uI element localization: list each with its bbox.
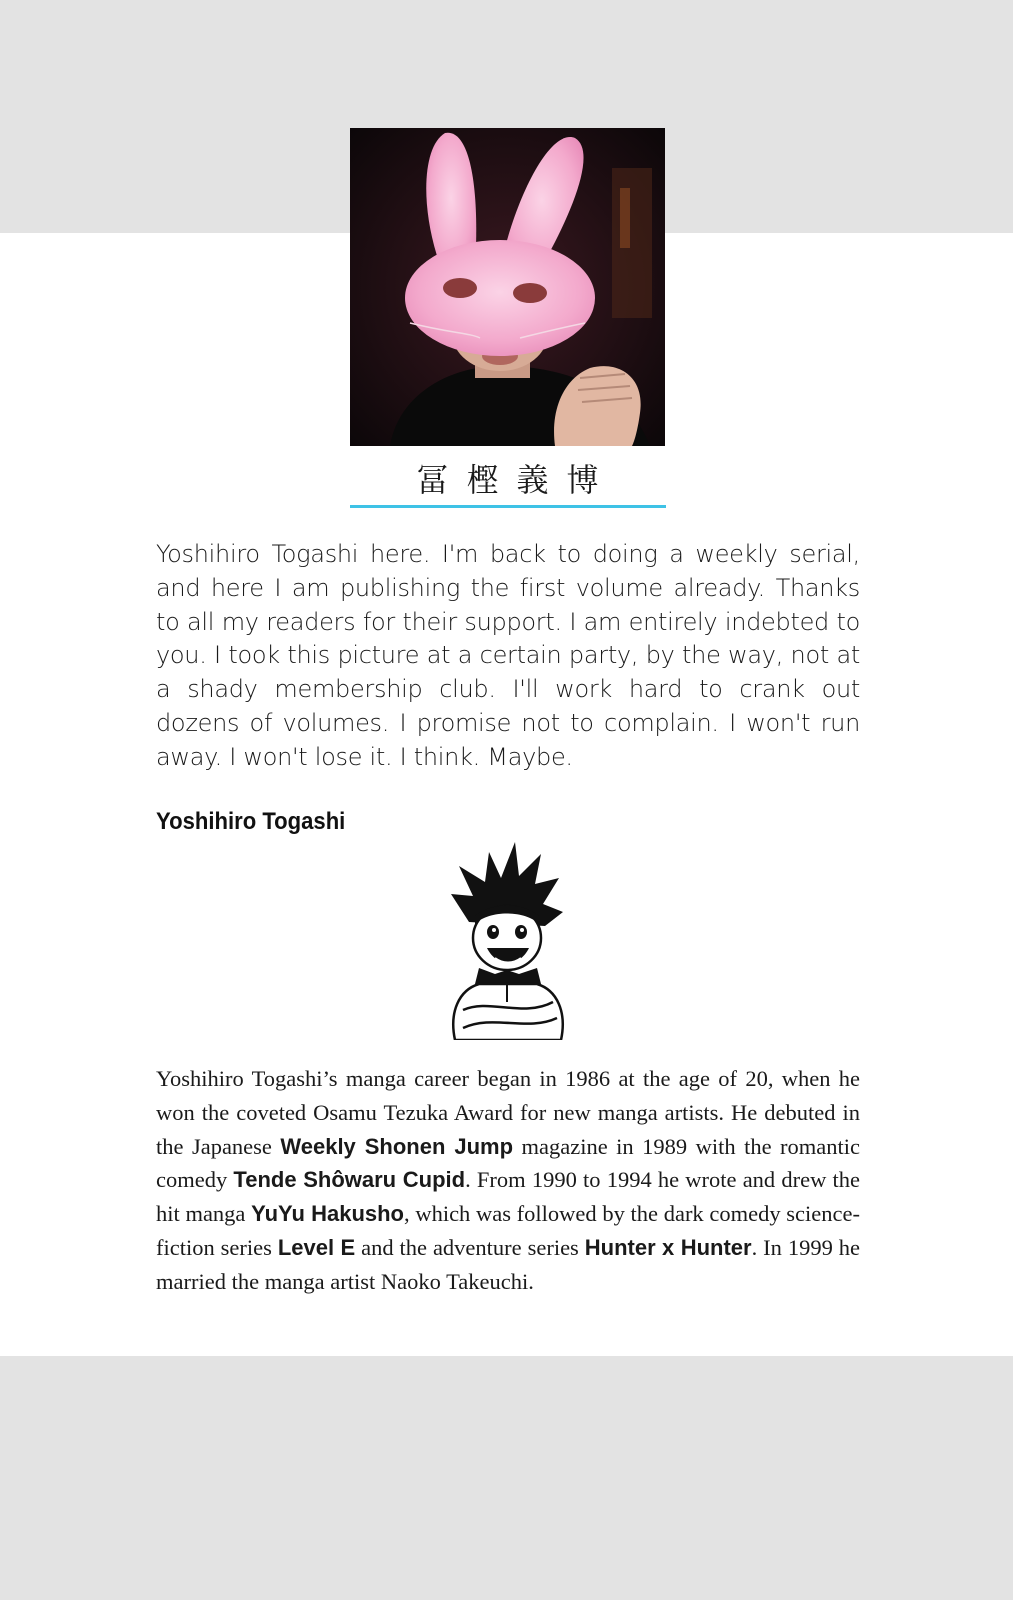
- bio-title-hunter-x-hunter: Hunter x Hunter: [584, 1234, 752, 1260]
- bio-text-2: magazine in 1989 with the romantic comedy: [156, 1133, 860, 1193]
- author-name-japanese: 冨樫義博: [416, 461, 617, 499]
- bio-text-5: and the adventure series: [355, 1234, 585, 1260]
- accent-underline: [350, 505, 666, 508]
- bio-text-1: Yoshihiro Togashi’s manga career began in 1986 at the age of 20, when he won the coveted Osamu Tezuka Award for new manga artists. He debuted in the Japanese: [156, 1066, 860, 1159]
- bio-title-yuyu-hakusho: YuYu Hakusho: [251, 1201, 404, 1227]
- bio-title-weekly-shonen-jump: Weekly Shonen Jump: [280, 1133, 514, 1159]
- bio-title-level-e: Level E: [277, 1234, 356, 1260]
- author-comment: Yoshihiro Togashi here. I'm back to doing a weekly serial, and here I am publishing the first volume already. Thanks to all my readers for their support. I am entirely indebted to you. I took this picture at a certain party, by the way, not at a shady membership club. I'll work hard to crank out dozens of volumes. I promise not to complain. I won't run away. I won't lose it. I think. Maybe.: [156, 540, 860, 771]
- author-photo: [350, 128, 665, 446]
- bio-text-6: . In 1999 he married the manga artist Naoko Takeuchi.: [156, 1234, 860, 1294]
- author-signature: Yoshihiro Togashi: [156, 808, 346, 835]
- author-biography: [156, 1062, 860, 1299]
- bunny-mask-photo-illustration: [350, 128, 665, 446]
- character-drawing: [449, 842, 567, 1040]
- spiky-hair-boy-illustration: [449, 842, 567, 1040]
- bio-text-3: . From 1990 to 1994 he wrote and drew the hit manga: [156, 1167, 860, 1227]
- bio-text-4: , which was followed by the dark comedy science-fiction series: [156, 1201, 860, 1260]
- bio-title-tende-showaru-cupid: Tende Shôwaru Cupid: [233, 1167, 466, 1193]
